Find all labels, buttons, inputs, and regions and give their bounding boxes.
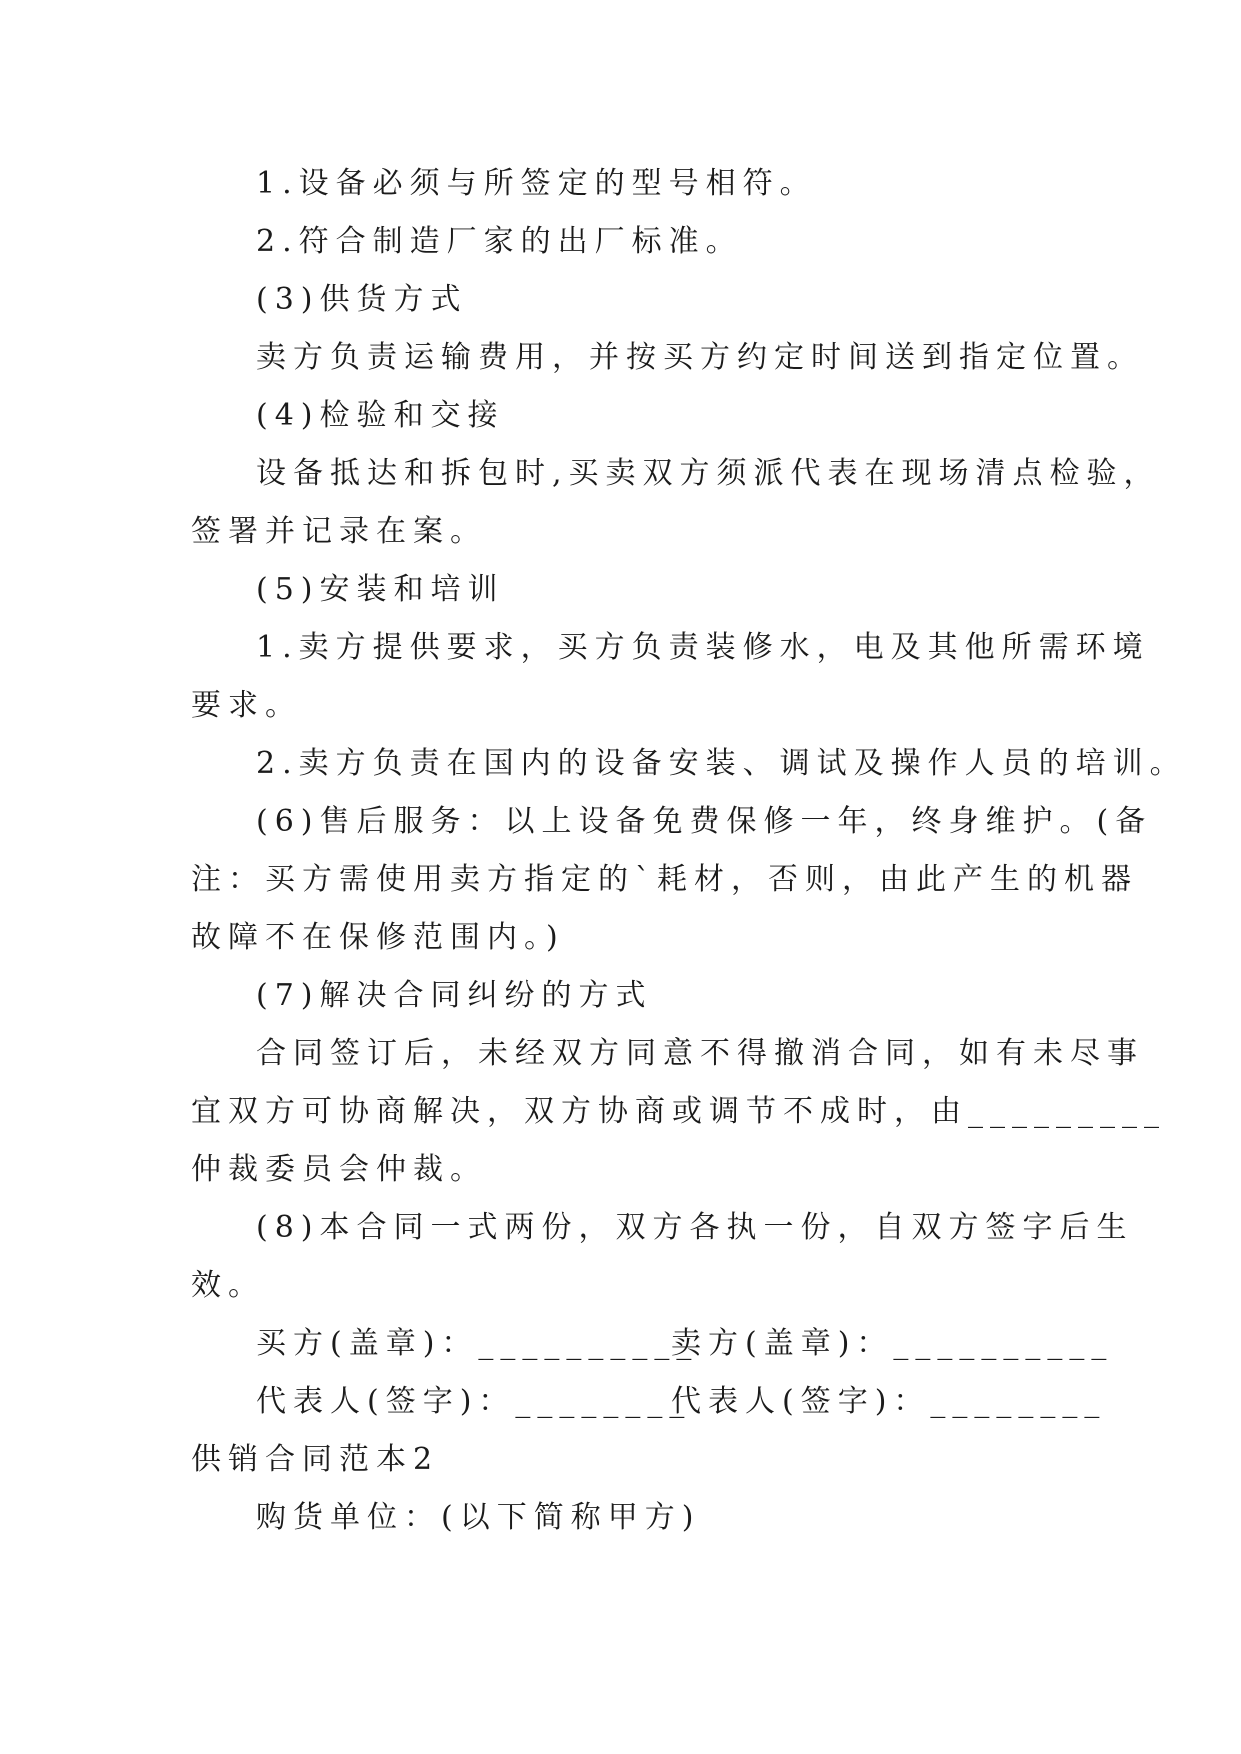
clause-copies-line2: 效。 [191,1268,265,1303]
clause-training: 2.卖方负责在国内的设备安装、调试及操作人员的培训。 [256,746,1187,781]
signature-row-representative [191,1373,1107,1431]
heading-supply-method: (3)供货方式 [256,282,468,317]
clause-inspection-line1: 设备抵达和拆包时,买卖双方须派代表在现场清点检验， [256,456,1161,491]
clause-factory-standard: 2.符合制造厂家的出厂标准。 [256,224,743,259]
buyer-representative-field: 代表人(签字)：________ [256,1384,692,1419]
clause-inspection-line2: 签署并记录在案。 [191,514,487,549]
buyer-seal-field: 买方(盖章)：__________ [256,1326,699,1361]
seller-representative-field: 代表人(签字)：________ [671,1384,1107,1419]
clause-environment-line2: 要求。 [191,688,302,723]
purchaser-unit-line: 购货单位：(以下简称甲方) [256,1500,701,1535]
clause-dispute-line3: 仲裁委员会仲裁。 [191,1152,487,1187]
clause-environment-line1: 1.卖方提供要求，买方负责装修水，电及其他所需环境 [256,630,1150,665]
heading-inspection: (4)检验和交接 [256,398,505,433]
clause-model-match: 1.设备必须与所签定的型号相符。 [256,166,817,201]
clause-after-sales-line1: (6)售后服务：以上设备免费保修一年，终身维护。(备 [256,804,1153,839]
heading-installation: (5)安装和培训 [256,572,505,607]
clause-dispute-line2: 宜双方可协商解决，双方协商或调节不成时，由_________ [191,1094,1166,1129]
heading-dispute: (7)解决合同纠纷的方式 [256,978,653,1013]
clause-after-sales-line2: 注：买方需使用卖方指定的`耗材，否则，由此产生的机器 [191,862,1138,897]
seller-seal-field: 卖方(盖章)：__________ [671,1326,1114,1361]
clause-dispute-line1: 合同签订后，未经双方同意不得撤消合同，如有未尽事 [256,1036,1144,1071]
clause-copies-line1: (8)本合同一式两份，双方各执一份，自双方签字后生 [256,1210,1134,1245]
clause-shipping: 卖方负责运输费用，并按买方约定时间送到指定位置。 [256,340,1144,375]
section-title: 供销合同范本2 [191,1442,440,1477]
contract-body [191,155,1187,1547]
signature-row-seal [191,1315,1114,1373]
clause-after-sales-line3: 故障不在保修范围内。) [191,920,565,955]
